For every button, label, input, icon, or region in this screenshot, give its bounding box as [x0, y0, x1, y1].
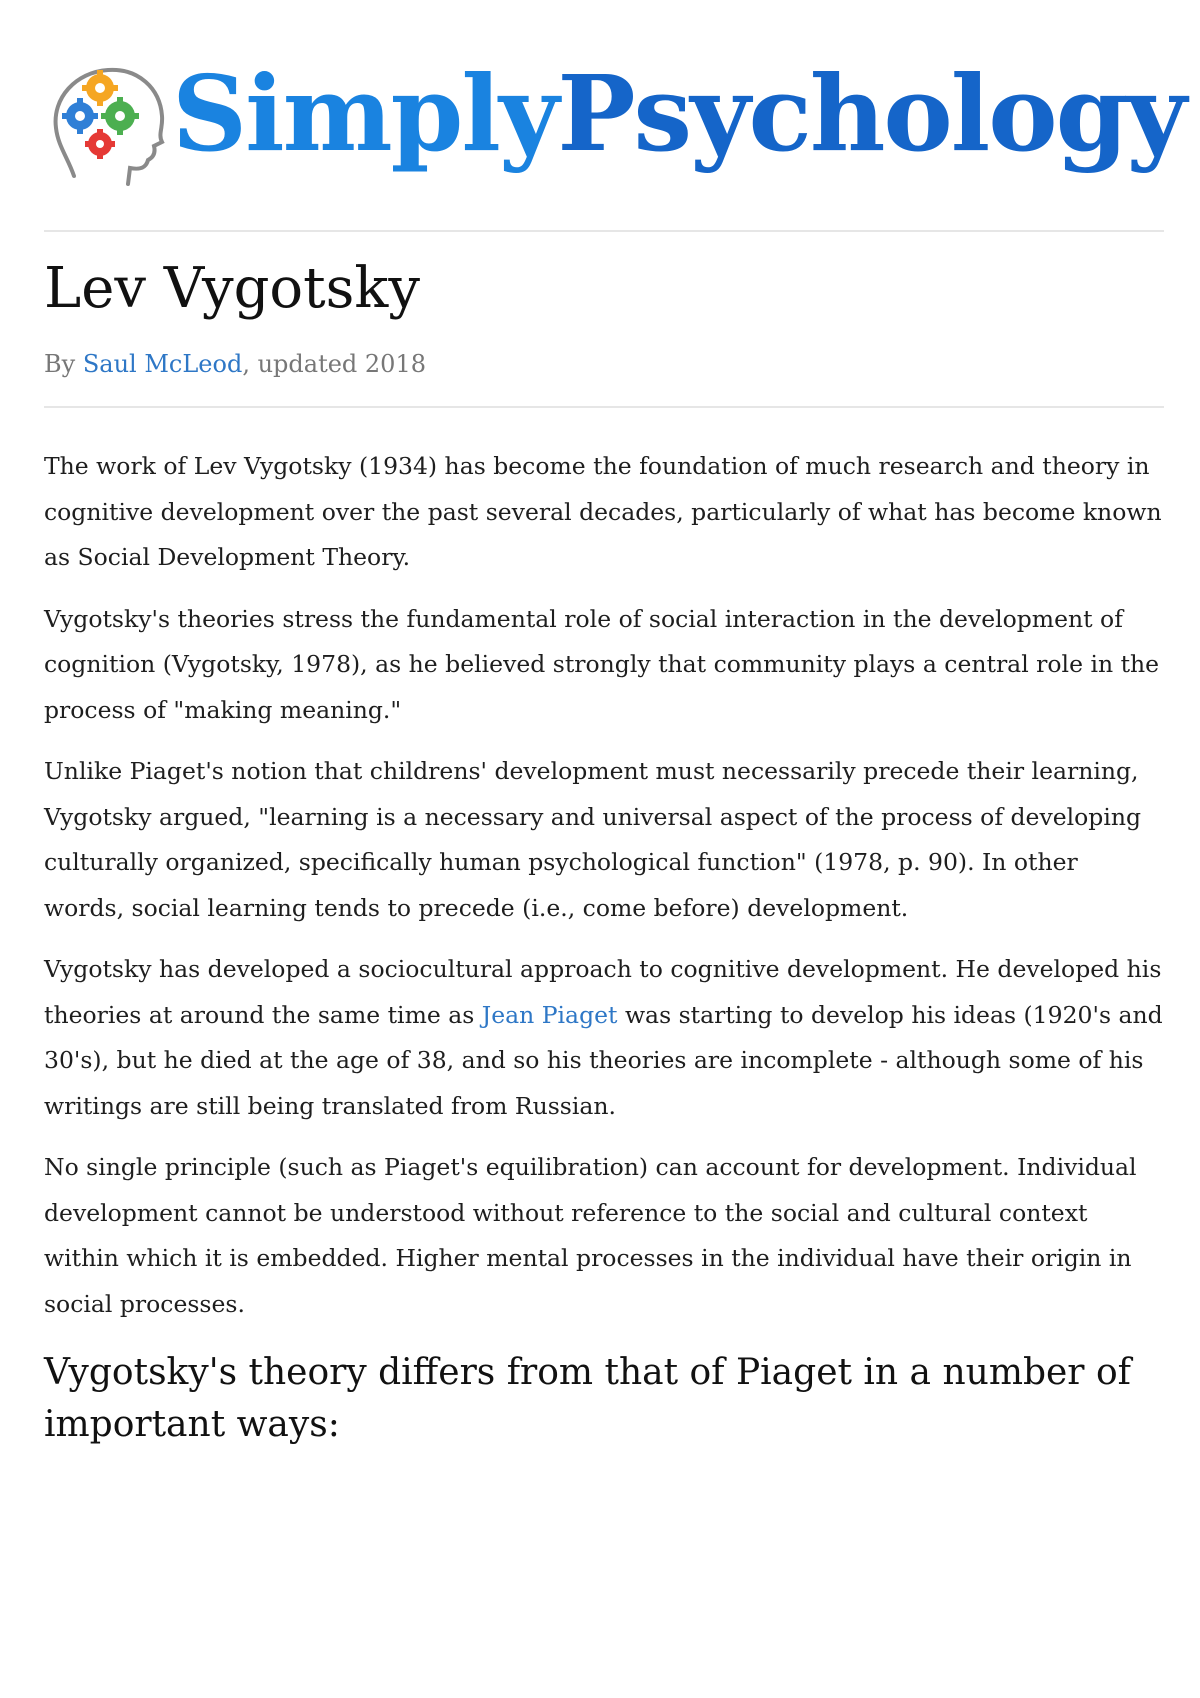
- blue-gear-icon: [62, 98, 98, 134]
- section-heading: Vygotsky's theory differs from that of Piaget in a number of important ways:: [44, 1352, 1131, 1445]
- page-title: Lev Vygotsky: [44, 256, 420, 321]
- byline-divider: [44, 406, 1164, 408]
- paragraph-2: Vygotsky's theories stress the fundamental role of social interaction in the development of cognition (Vygotsky, 1978), as he believed strongly that community plays a central role in the process of "making meaning.": [44, 604, 1160, 724]
- article-body: [44, 444, 1164, 1451]
- paragraph-3: Unlike Piaget's notion that childrens' development must necessarily precede their learning, Vygotsky argued, "learning is a necessary and universal aspect of the process of developing culturally organized, specifically human psychological function" (1978, p. 90). In other words, social learning tends to precede (i.e., come before) development.: [44, 757, 1142, 922]
- paragraph-4-after: was starting to develop his ideas (1920's and 30's), but he died at the age of 38, and so his theories are incomplete - although some of his writings are still being translated from Russian.: [44, 1000, 1163, 1120]
- byline-suffix: , updated 2018: [242, 350, 426, 378]
- logo-text-simply: Simply: [172, 52, 558, 175]
- site-header: [44, 0, 1185, 232]
- byline-prefix: By: [44, 350, 83, 378]
- paragraph-4: [44, 947, 1164, 1129]
- page: [44, 0, 1185, 1445]
- logo-text-psychology: Psychology: [557, 52, 1185, 175]
- author-link[interactable]: Saul McLeod: [82, 350, 243, 378]
- paragraph-1: The work of Lev Vygotsky (1934) has become the foundation of much research and theory in cognitive development over the past several decades, particularly of what has become known as Social Development Theory.: [44, 452, 1162, 571]
- header-divider: [44, 230, 1164, 232]
- green-gear-icon: [101, 97, 139, 135]
- byline: [44, 350, 426, 378]
- paragraph-4-before: Vygotsky has developed a sociocultural approach to cognitive development. He developed his theories at around the same time as: [44, 955, 1162, 1029]
- head-with-gears-icon[interactable]: [46, 58, 166, 188]
- paragraph-5: No single principle (such as Piaget's equilibration) can account for development. Individual development cannot be understood without reference to the social and cultural context within which it is embedded. Higher mental processes in the individual have their origin in social processes.: [44, 1153, 1137, 1318]
- red-gear-icon: [85, 129, 115, 159]
- site-logo[interactable]: [172, 52, 1185, 175]
- jean-piaget-link[interactable]: Jean Piaget: [481, 1000, 618, 1029]
